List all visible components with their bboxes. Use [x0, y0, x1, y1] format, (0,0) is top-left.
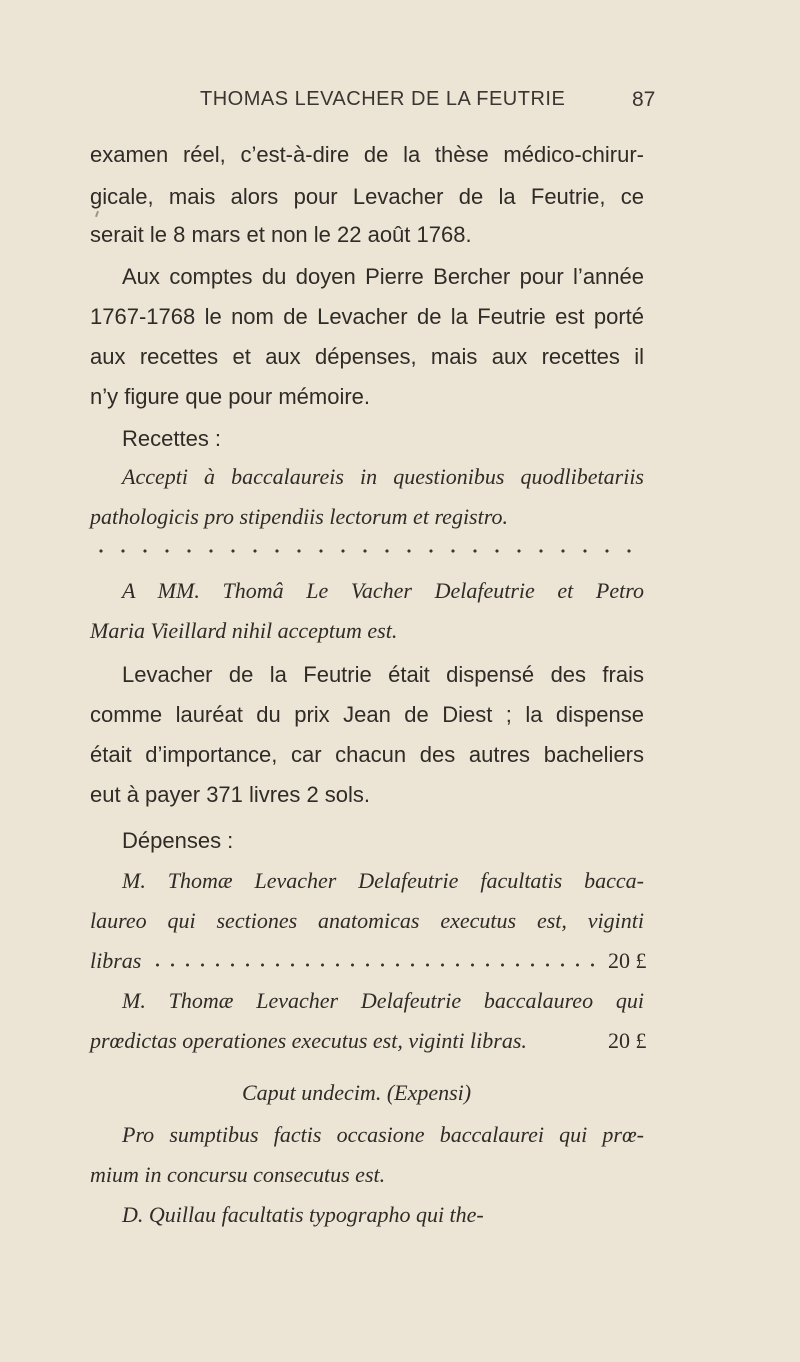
amount: 20 £ [608, 1028, 647, 1053]
running-header: THOMAS LEVACHER DE LA FEUTRIE [200, 88, 566, 110]
paragraph-line: serait le 8 mars et non le 22 août 1768. [90, 222, 472, 247]
dot-leader [150, 962, 600, 968]
latin-line: libras [90, 948, 142, 973]
paragraph-line: Levacher de la Feutrie était dispensé des frais [122, 662, 644, 687]
latin-line: M. Thomæ Levacher Delafeutrie baccalaureo qui [122, 988, 644, 1013]
latin-line: D. Quillau facultatis typographo qui the- [122, 1202, 484, 1227]
paragraph-line: comme lauréat du prix Jean de Diest ; la dispense [90, 702, 644, 727]
paragraph-line: examen réel, c’est-à-dire de la thèse médico-chirur- [90, 142, 644, 167]
paragraph-line: Aux comptes du doyen Pierre Bercher pour l’année [122, 264, 644, 289]
latin-line: M. Thomæ Levacher Delafeutrie facultatis bacca- [122, 868, 644, 893]
paragraph-line: aux recettes et aux dépenses, mais aux recettes il [90, 344, 644, 369]
latin-line: Maria Vieillard nihil acceptum est. [90, 618, 398, 643]
paragraph-line: gicale, mais alors pour Levacher de la Feutrie, ce [90, 184, 644, 209]
latin-line: prœdictas operationes executus est, viginti libras. [90, 1028, 527, 1053]
latin-line: Pro sumptibus factis occasione baccalaurei qui prœ- [122, 1122, 644, 1147]
latin-line: laureo qui sectiones anatomicas executus est, viginti [90, 908, 644, 933]
paragraph-line: 1767-1768 le nom de Levacher de la Feutrie est porté [90, 304, 644, 329]
amount: 20 £ [608, 948, 647, 973]
page-number: 87 [632, 88, 656, 111]
latin-line: pathologicis pro stipendiis lectorum et registro. [90, 504, 508, 529]
depenses-heading: Dépenses : [122, 828, 234, 853]
paragraph-line: eut à payer 371 livres 2 sols. [90, 782, 371, 807]
recettes-heading: Recettes : [122, 426, 222, 451]
paragraph-line: n’y figure que pour mémoire. [90, 384, 371, 409]
latin-line: A MM. Thomâ Le Vacher Delafeutrie et Petro [122, 578, 644, 603]
latin-line: Accepti à baccalaureis in questionibus quodlibetariis [122, 464, 644, 489]
caput-heading: Caput undecim. (Expensi) [242, 1080, 472, 1105]
latin-line: mium in concursu consecutus est. [90, 1162, 386, 1187]
dotted-omission-line [90, 548, 645, 554]
paragraph-line: était d’importance, car chacun des autres bacheliers [90, 742, 644, 767]
paper-fleck [95, 211, 99, 217]
